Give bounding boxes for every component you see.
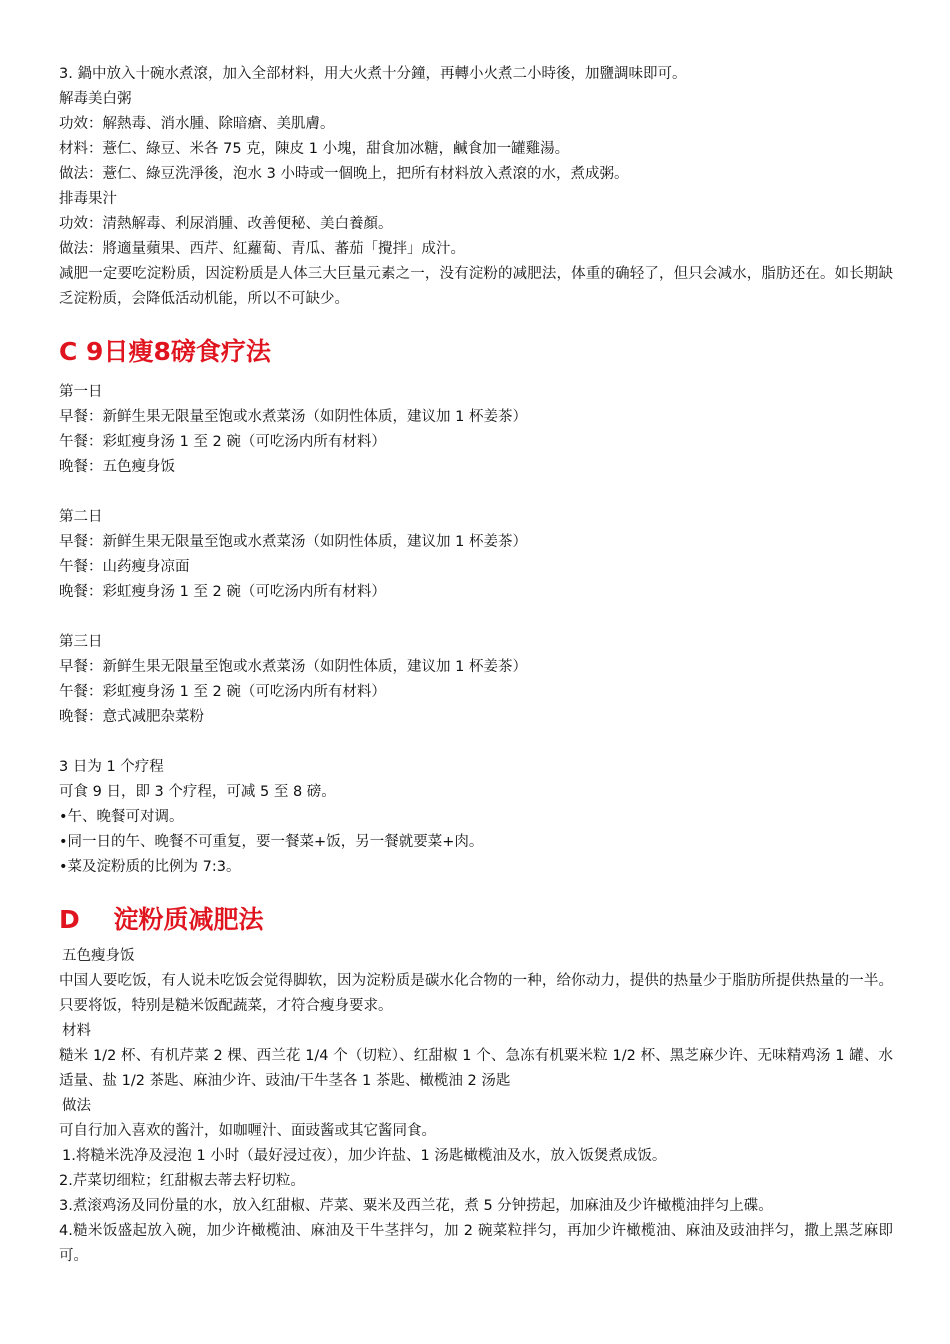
note-item: •菜及淀粉质的比例为 7:3。 [59, 859, 241, 875]
method-label: 做法 [62, 1098, 91, 1114]
ingredients-label: 材料 [62, 1023, 91, 1039]
juice-method: 做法：將適量蘋果、西芹、紅蘿蔔、青瓜、蕃茄「攪拌」成汁。 [59, 241, 465, 257]
note-item: •午、晚餐可对调。 [59, 809, 184, 825]
juice-title: 排毒果汁 [59, 191, 117, 207]
spacer [59, 605, 893, 630]
juice-effect: 功效：清熱解毒、利尿消腫、改善便秘、美白養顏。 [59, 216, 393, 232]
ingredients-list: 糙米 1/2 杯、有机芹菜 2 棵、西兰花 1/4 个（切粒）、红甜椒 1 个、急冻有机粟米粒 1/2 杯、黑芝麻少许、无味精鸡汤 1 罐、水适量、盐 1/2 茶匙、麻油少许、豉油/干牛茎各 1 茶匙、橄榄油 2 汤匙 [59, 1048, 893, 1089]
day-3-lunch: 午餐：彩虹瘦身汤 1 至 2 碗（可吃汤内所有材料） [59, 684, 386, 700]
day-1-block [59, 380, 893, 480]
day-2-dinner: 晚餐：彩虹瘦身汤 1 至 2 碗（可吃汤内所有材料） [59, 584, 386, 600]
spacer [59, 480, 893, 505]
porridge-effect: 功效：解熱毒、消水腫、除暗瘡、美肌膚。 [59, 116, 335, 132]
day-1-title: 第一日 [59, 384, 103, 400]
spacer [59, 730, 893, 755]
day-2-block [59, 505, 893, 605]
starch-note: 减肥一定要吃淀粉质，因淀粉质是人体三大巨量元素之一，没有淀粉的减肥法，体重的确轻了，但只会减水，脂肪还在。如长期缺乏淀粉质，会降低活动机能，所以不可缺少。 [59, 266, 893, 307]
day-3-dinner: 晚餐：意式减肥杂菜粉 [59, 709, 204, 725]
section-c-heading: C 9日瘦8磅食疗法 [59, 337, 271, 366]
course-duration: 可食 9 日，即 3 个疗程，可减 5 至 8 磅。 [59, 784, 336, 800]
method-step: 2.芹菜切细粒；红甜椒去蒂去籽切粒。 [59, 1173, 305, 1189]
porridge-title: 解毒美白粥 [59, 91, 132, 107]
day-3-block [59, 630, 893, 730]
day-1-dinner: 晚餐：五色瘦身饭 [59, 459, 175, 475]
day-3-title: 第三日 [59, 634, 103, 650]
recipe-step-3: 3. 鍋中放入十碗水煮滾，加入全部材料，用大火煮十分鐘，再轉小火煮二小時後，加鹽調味即可。 [59, 66, 687, 82]
porridge-method: 做法：薏仁、綠豆洗淨後，泡水 3 小時或一個晚上，把所有材料放入煮滾的水，煮成粥。 [59, 166, 629, 182]
document-page [59, 62, 893, 1269]
course-length: 3 日为 1 个疗程 [59, 759, 164, 775]
dish-title: 五色瘦身饭 [62, 948, 135, 964]
day-1-breakfast: 早餐：新鲜生果无限量至饱或水煮菜汤（如阴性体质，建议加 1 杯姜茶） [59, 409, 527, 425]
porridge-ingredients: 材料：薏仁、綠豆、米各 75 克，陳皮 1 小塊，甜食加冰糖，鹹食加一罐雞湯。 [59, 141, 570, 157]
dish-intro: 中国人要吃饭，有人说未吃饭会觉得脚软，因为淀粉质是碳水化合物的一种，给你动力，提供的热量少于脂肪所提供热量的一半。只要将饭，特别是糙米饭配蔬菜，才符合瘦身要求。 [59, 973, 893, 1014]
day-2-lunch: 午餐：山药瘦身凉面 [59, 559, 190, 575]
day-1-lunch: 午餐：彩虹瘦身汤 1 至 2 碗（可吃汤内所有材料） [59, 434, 386, 450]
method-step: 3.煮滚鸡汤及同份量的水，放入红甜椒、芹菜、粟米及西兰花，煮 5 分钟捞起，加麻油及少许橄榄油拌匀上碟。 [59, 1198, 773, 1214]
method-step: 1.将糙米洗净及浸泡 1 小时（最好浸过夜），加少许盐、1 汤匙橄榄油及水，放入饭煲煮成饭。 [62, 1148, 667, 1164]
section-d-heading: D 淀粉质减肥法 [59, 905, 264, 934]
day-2-breakfast: 早餐：新鲜生果无限量至饱或水煮菜汤（如阴性体质，建议加 1 杯姜茶） [59, 534, 527, 550]
method-note: 可自行加入喜欢的酱汁，如咖喱汁、面豉酱或其它酱同食。 [59, 1123, 436, 1139]
day-3-breakfast: 早餐：新鲜生果无限量至饱或水煮菜汤（如阴性体质，建议加 1 杯姜茶） [59, 659, 527, 675]
method-step: 4.糙米饭盛起放入碗，加少许橄榄油、麻油及干牛茎拌匀，加 2 碗菜粒拌匀，再加少许橄榄油、麻油及豉油拌匀，撒上黑芝麻即可。 [59, 1223, 893, 1264]
day-2-title: 第二日 [59, 509, 103, 525]
note-item: •同一日的午、晚餐不可重复，要一餐菜+饭，另一餐就要菜+肉。 [59, 834, 484, 850]
